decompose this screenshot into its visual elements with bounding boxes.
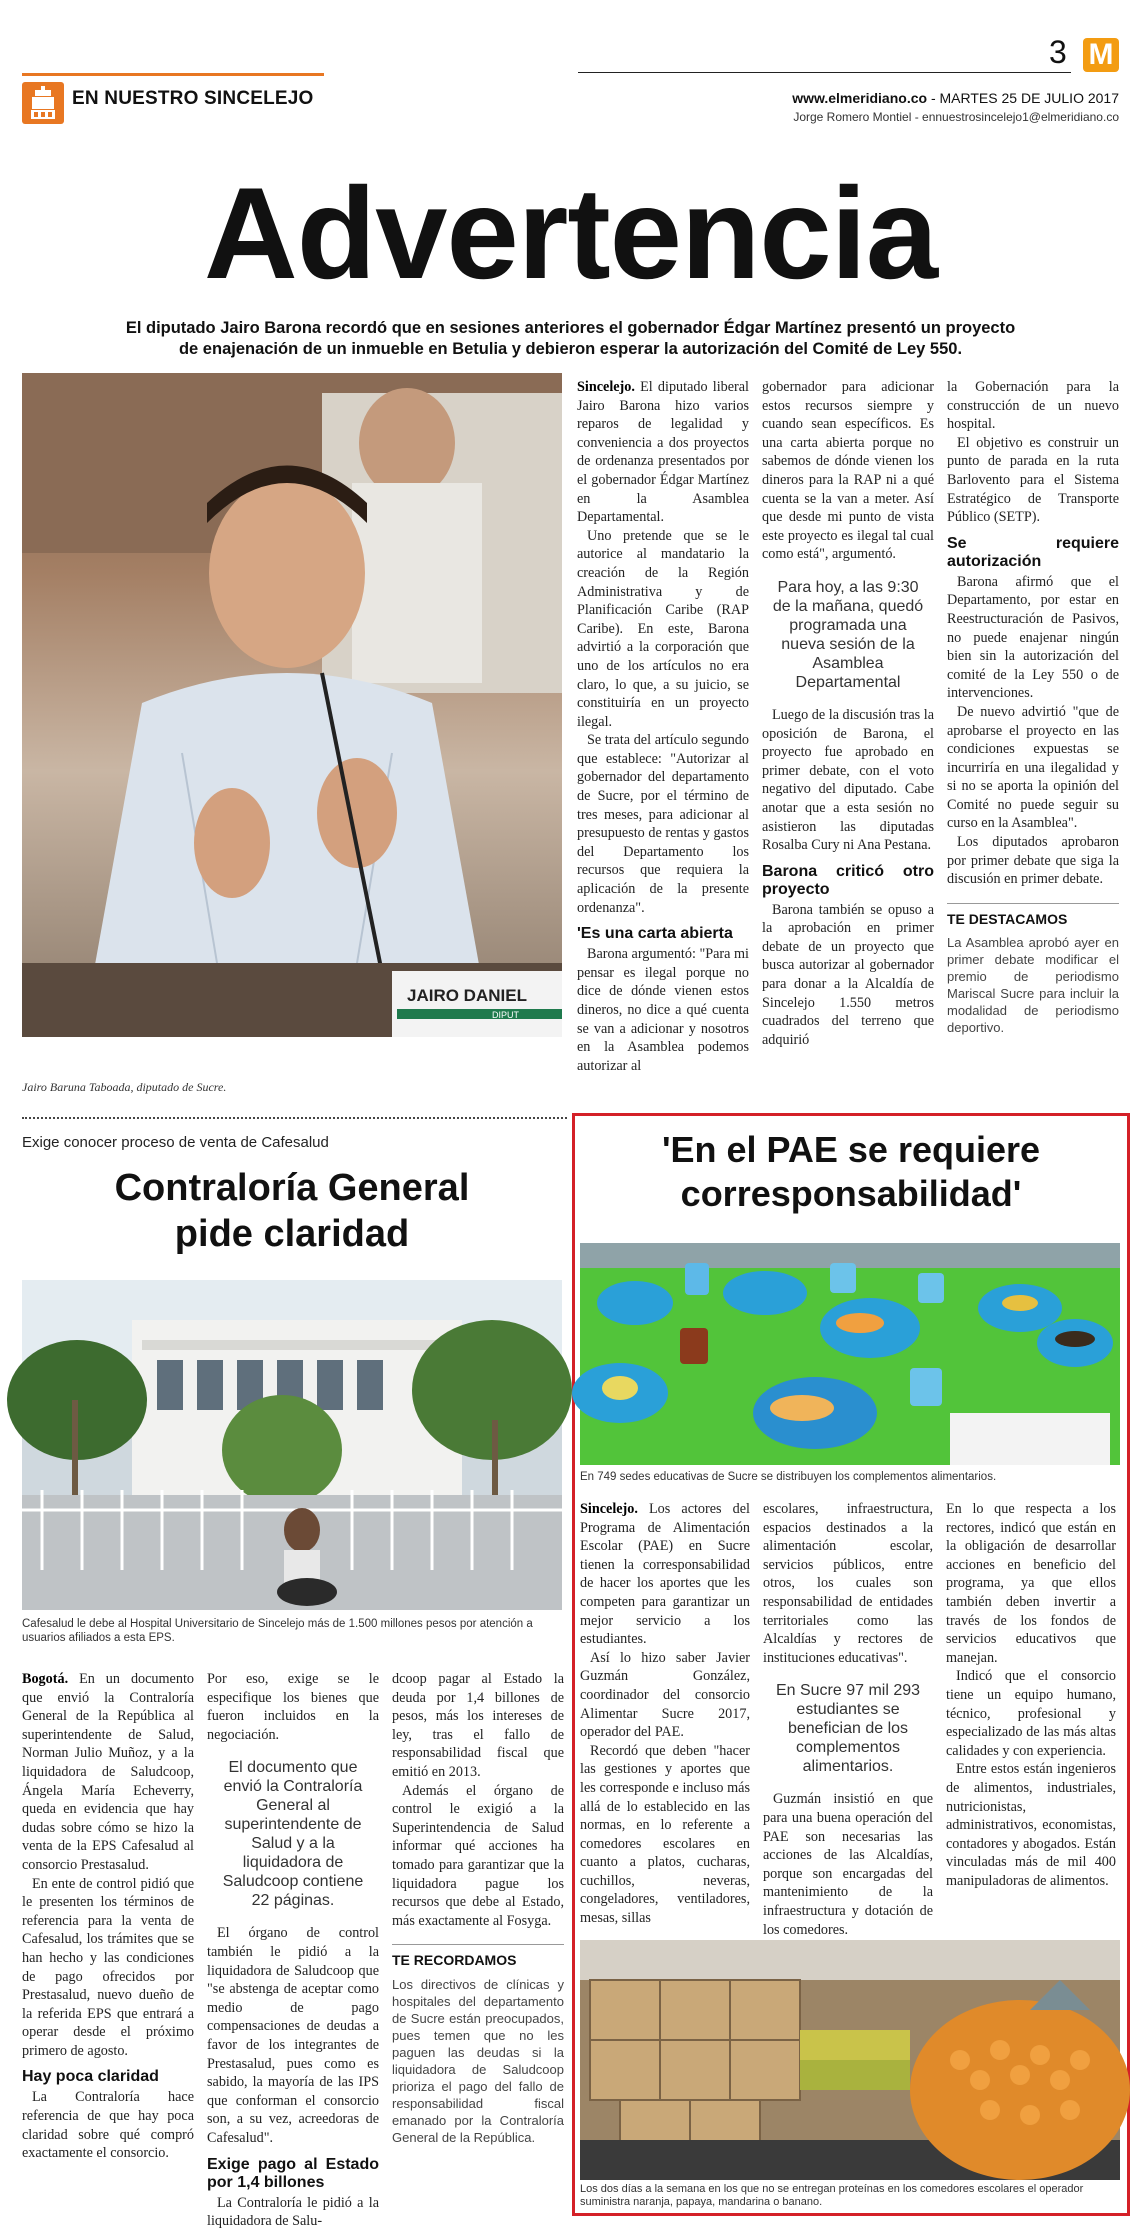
- main-col2-p2: Luego de la discusión tras la oposición de Barona, el proyecto fue aprobado en primer debate, con el voto negativo del diputado. Cabe anotar que a esta sesión no asistieron las diputadas Rosalba Cury ni Ana Pestana.: [762, 706, 934, 854]
- main-col1-p4: Barona argumentó: "Para mi pensar es ilegal porque no dice de dónde vienen estos dineros, no dice a qué cuenta se van a adicionar y nosotros en la Asamblea podemos autorizar al: [577, 946, 749, 1074]
- pae-headline-line2: corresponsabilidad': [680, 1173, 1022, 1214]
- pae-col2-p2: Guzmán insistió en que para una buena operación del PAE son necesarias las acciones de las Alcaldías, porque son encargadas del mantenimiento de la infraestructura y dotación de los comedores.: [763, 1791, 933, 1938]
- section-rule: [22, 73, 324, 76]
- pae-col3-p3: Entre estos están ingenieros de alimentos, industriales, nutricionistas, administrativos, economistas, contadores y abogados. Están vinculadas más de mil 400 manipuladoras de alimentos.: [946, 1761, 1116, 1889]
- cafesalud-col1-p2: En ente de control pidió que le presenten los términos de referencia para la venta de Cafesalud, los trámites que se han hecho y las condiciones de pago ofrecidos por Prestasalud, nuevo dueño de la referida EPS que entrará a operar desde el próximo primero de agosto.: [22, 1875, 194, 2059]
- cafesalud-col-3: [392, 1670, 564, 2210]
- pae-col1-p3: Recordó que deben "hacer las gestiones y aportes que les corresponde e incluso más allá de lo establecido en las normas, en lo referente a comedores escolares en cuanto a platos, cucharas, cuchillos, neveras, congeladores, ventiladores, mesas, sillas: [580, 1742, 750, 1927]
- pae-fruit-photo: [580, 1940, 1120, 2180]
- deck-line-2: de enajenación de un inmueble en Betulia y debieron esperar la autorización del Comité de Ley 550.: [178, 340, 963, 358]
- main-headline: Advertencia: [203, 160, 938, 306]
- cafesalud-col3-p2: Además el órgano de control le exigió a la Superintendencia de Salud informar qué acciones ha tomado para garantizar que la liquidadora pague los recursos que debe al Estado, más exactamente al Fosyga.: [392, 1782, 564, 1929]
- header-top-rule: [578, 72, 1071, 73]
- main-col3-p5: Los diputados aprobaron por primer debate que siga la discusión en primer debate.: [947, 834, 1119, 888]
- meridiano-logo-letter: M: [1088, 38, 1114, 71]
- main-pull-quote: Para hoy, a las 9:30 de la mañana, quedó programada una nueva sesión de la Asamblea Departamental: [772, 578, 924, 691]
- cafesalud-col2-p1: Por eso, exige se le especifique los bienes que fueron incluidos en la negociación.: [207, 1671, 379, 1743]
- cafesalud-col1-subhead: Hay poca claridad: [22, 2068, 159, 2086]
- cafesalud-col3-p1: dcoop pagar al Estado la deuda por 1,4 billones de pesos, más los intereses de ley, tras el fallo de responsabilidad fiscal que emitió en 2013.: [392, 1671, 564, 1780]
- main-col1-p1: El diputado liberal Jairo Barona hizo varios reparos de legalidad y conveniencia a dos proyectos de ordenanza presentados por el gobernador Édgar Martínez en la Asamblea Departamental.: [577, 379, 749, 526]
- main-col3-subhead: Se requiere autorización: [947, 534, 1119, 570]
- pae-food-photo: [580, 1243, 1120, 1465]
- pae-col2-p1: escolares, infraestructura, espacios destinados a la alimentación escolar, servicios públicos, entre otros, los cuales son responsabilidad de entidades territoriales como las Alcaldías y rectores de instituciones educativas".: [763, 1501, 933, 1666]
- main-col2-subhead: Barona criticó otro proyecto: [762, 862, 934, 898]
- deck-line-1: El diputado Jairo Barona recordó que en sesiones anteriores el gobernador Édgar Martínez presentó un proyecto: [125, 319, 1016, 337]
- section-divider: [22, 1117, 567, 1119]
- main-col1-p3: Se trata del artículo segundo que establece: "Autorizar al gobernador del departamento de Sucre, por el término de tres meses, para adicionar al presupuesto de rentas y gastos del Departamento los recursos que requiera la aplicación de la presente ordenanza".: [577, 732, 749, 916]
- main-col3-p3: Barona afirmó que el Departamento, por estar en Reestructuración de Pasivos, no puede enajenar ningún bien sin la autorización del comité de la Ley 550 o de intervenciones.: [947, 573, 1119, 702]
- main-kicker: Sincelejo.: [577, 379, 635, 395]
- cafesalud-headline: [22, 1165, 562, 1257]
- website-link[interactable]: www.elmeridiano.co: [792, 90, 928, 106]
- cafesalud-headline-line2: pide claridad: [174, 1213, 410, 1255]
- destacamos-text: La Asamblea aprobó ayer en primer debate modificar el premio de periodismo Mariscal Sucre para incluir la modalidad de periodismo deportivo.: [947, 935, 1119, 1036]
- main-col2-p1: gobernador para adicionar estos recursos siempre y cuando sean específicos. Es una carta abierta porque no sabemos de dónde vienen los dineros para la RAP ni a qué cuenta se la van a meter. Así que desde mi punto de vista este proyecto es ilegal tal cual como está", argumentó.: [762, 379, 934, 563]
- section-label: EN NUESTRO SINCELEJO: [72, 88, 314, 109]
- pae-headline-line1: 'En el PAE se requiere: [661, 1129, 1041, 1170]
- cafesalud-kicker-city: Bogotá.: [22, 1671, 69, 1687]
- section-icon: [22, 82, 64, 124]
- cafesalud-col2-subhead: Exige pago al Estado por 1,4 billones: [207, 2155, 379, 2191]
- author-line: Jorge Romero Montiel - ennuestrosincelejo1@elmeridiano.co: [793, 110, 1119, 124]
- destacamos-heading: TE DESTACAMOS: [947, 903, 1119, 929]
- cafesalud-col2-p3: La Contraloría le pidió a la liquidadora de Salu-: [207, 2194, 379, 2230]
- cafesalud-col-2: [207, 1670, 379, 2230]
- recordamos-heading: TE RECORDAMOS: [392, 1944, 564, 1970]
- pae-col3-p1: En lo que respecta a los rectores, indicó que están en la obligación de desarrollar acciones en beneficio del programa, ya que ellos también deben invertir a través de los fondos de servicios educativos que manejan.: [946, 1501, 1116, 1666]
- pae-pull-quote: En Sucre 97 mil 293 estudiantes se benefician de los complementos alimentarios.: [775, 1682, 921, 1776]
- recordamos-text: Los directivos de clínicas y hospitales del departamento de Sucre están preocupados, pues temen que no les paguen las deudas si la liquidadora de Saludcoop prioriza el pago del fallo de responsabilidad fiscal emanado por la Contraloría General de la República.: [392, 1976, 564, 2145]
- pae-headline: [577, 1128, 1125, 1216]
- cafesalud-photo: [22, 1280, 562, 1610]
- cafesalud-kicker: Exige conocer proceso de venta de Cafesalud: [22, 1134, 329, 1151]
- cafesalud-col1-p1: En un documento que envió la Contraloría General de la República al superintendente de Salud, Norman Julio Muñoz, y a la liquidadora de Saludcoop, Ángela María Echeverry, queda en evidencia que hay dudas sobre cómo se hizo la venta de la EPS Cafesalud al consorcio Prestasalud.: [22, 1671, 194, 1873]
- main-col3-p2: El objetivo es construir un punto de parada en la ruta Barlovento para el Sistema Estratégico de Transporte Público (SETP).: [947, 434, 1119, 526]
- nameplate-text: JAIRO DANIEL: [407, 986, 527, 1005]
- issue-date: MARTES 25 DE JULIO 2017: [939, 90, 1119, 106]
- cafesalud-col2-p2: El órgano de control también le pidió a la liquidadora de Saludcoop que "se abstenga de aceptar como medio de pago compensaciones de deudas a favor de los integrantes de Prestasalud, pues como es sabido, la mayoría de las IPS que conforman el consorcio son, a su vez, acreedoras de Cafesalud".: [207, 1925, 379, 2146]
- cafesalud-photo-caption: Cafesalud le debe al Hospital Universitario de Sincelejo más de 1.500 millones pesos por atención a usuarios afiliados a esta EPS.: [22, 1618, 533, 1644]
- pae-col-3: [946, 1500, 1116, 1930]
- cafesalud-col1-p3: La Contraloría hace referencia de que hay poca claridad sobre qué compró exactamente el consorcio.: [22, 2089, 194, 2162]
- nameplate-subtext: DIPUT: [492, 1010, 519, 1020]
- cafesalud-pull-quote: El documento que envió la Contraloría General al superintendente de Salud y a la liquidadora de Saludcoop contiene 22 páginas.: [222, 1759, 364, 1910]
- main-deck: [60, 318, 1081, 360]
- pae-col-2: [763, 1500, 933, 1938]
- main-col-2: [762, 378, 934, 1100]
- main-col1-subhead: 'Es una carta abierta: [577, 925, 733, 943]
- main-col-1: [577, 378, 749, 1100]
- pae-col-1: [580, 1500, 750, 1930]
- pae-col1-p2: Así lo hizo saber Javier Guzmán González, coordinador del consorcio Alimentar Sucre 2017, operador del PAE.: [580, 1649, 750, 1741]
- dateline: www.elmeridiano.co - MARTES 25 DE JULIO 2017: [792, 90, 1119, 106]
- main-col2-p3: Barona también se opuso a la aprobación en primer debate de un proyecto que busca autorizar al gobernador para donar a la Alcaldía de Sincelejo 1.550 metros cuadrados del terreno que adquirió: [762, 901, 934, 1048]
- pae-kicker-city: Sincelejo.: [580, 1501, 638, 1517]
- main-col1-p2: Uno pretende que se le autorice al mandatario la creación de la Región Administrativa y de Planificación Caribe (RAP Caribe). En este, Barona advirtió a la corporación que uno de los artículos no era claro, lo que, a su juicio, se constituiría en un proyecto ilegal.: [577, 527, 749, 730]
- barona-photo-caption: Jairo Baruna Taboada, diputado de Sucre.: [22, 1080, 227, 1094]
- barona-photo: [22, 373, 562, 1037]
- cafesalud-col-1: [22, 1670, 194, 2210]
- main-col-3: [947, 378, 1119, 1100]
- meridiano-logo: [1083, 38, 1119, 72]
- main-col3-p4: De nuevo advirtió "que de aprobarse el proyecto en las condiciones expuestas se incurriría en una ilegalidad y si no se aporta la opinión del Comité no puede seguir su curso en la Asamblea".: [947, 703, 1119, 832]
- pae-col3-p2: Indicó que el consorcio tiene un equipo humano, técnico, profesional y especializado de las más altas calidades y con experiencia.: [946, 1668, 1116, 1759]
- pae-photo1-caption: En 749 sedes educativas de Sucre se distribuyen los complementos alimentarios.: [580, 1471, 997, 1483]
- pae-col1-p1: Los actores del Programa de Alimentación Escolar (PAE) en Sucre tienen la corresponsabilidad de hacer los aportes que les competen para garantizar un mejor servicio a los estudiantes.: [580, 1501, 750, 1648]
- page-number: 3: [1049, 34, 1067, 70]
- main-col3-p1: la Gobernación para la construcción de un nuevo hospital.: [947, 379, 1119, 433]
- pae-photo2-caption: Los dos días a la semana en los que no se entregan proteínas en los comedores escolares el operador suministra naranja, papaya, mandarina o banano.: [580, 2183, 1084, 2208]
- cafesalud-headline-line1: Contraloría General: [114, 1167, 470, 1209]
